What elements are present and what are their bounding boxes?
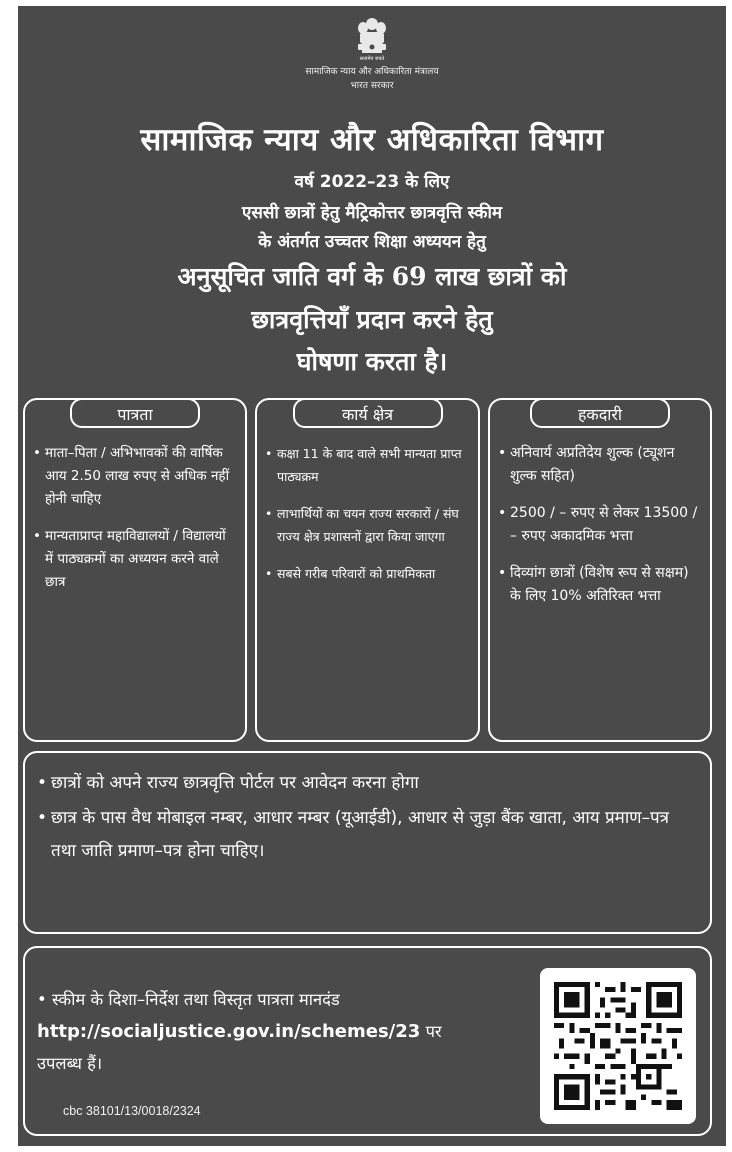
list-item: • मान्यताप्राप्त महाविद्यालयों / विद्यालयों में पाठ्यक्रमों का अध्ययन करने वाले छात्र [33,528,226,590]
list-item: • छात्रों को अपने राज्य छात्रवृत्ति पोर्टल पर आवेदन करना होगा [37,773,419,793]
national-emblem-icon [352,16,392,62]
guidelines-text [37,984,537,1080]
entitlement-heading: हकदारी [530,398,670,428]
eligibility-heading: पात्रता [70,398,200,428]
scheme-url-link[interactable]: http://socialjustice.gov.in/schemes/23 [37,1021,421,1042]
advertisement-poster [18,6,726,1146]
list-item: • अनिवार्य अप्रतिदेय शुल्क (ट्यूशन शुल्क सहित) [498,445,675,484]
guidelines-line-1: • स्कीम के दिशा–निर्देश तथा विस्तृत पात्रता मानदंड [37,990,340,1009]
headline-line-1: अनुसूचित जाति वर्ग के 69 लाख छात्रों को [177,262,567,291]
list-item: • दिव्यांग छात्रों (विशेष रूप से सक्षम) के लिए 10% अतिरिक्त भत्ता [498,565,689,604]
cbc-code: cbc 38101/13/0018/2324 [63,1104,201,1118]
subtitle-line-1: वर्ष 2022–23 के लिए [294,172,450,192]
qr-code[interactable] [540,968,696,1124]
scope-box [255,398,480,742]
list-item: • छात्र के पास वैध मोबाइल नम्बर, आधार नम्बर (यूआईडी), आधार से जुड़ा बैंक खाता, आय प्रमाण–पत्र तथा जाति प्रमाण–पत्र होना चाहिए। [37,808,670,861]
guidelines-box [23,946,712,1136]
eligibility-box [23,398,247,742]
list-item: • कक्षा 11 के बाद वाले सभी मान्यता प्राप्त पाठ्यक्रम [265,446,462,484]
subtitle-line-2: एससी छात्रों हेतु मैट्रिकोत्तर छात्रवृत्ति स्कीम [241,203,503,223]
subtitle-line-3: के अंतर्गत उच्चतर शिक्षा अध्ययन हेतु [258,232,486,252]
ministry-name: सामाजिक न्याय और अधिकारिता मंत्रालय [305,67,439,77]
list-item: • सबसे गरीब परिवारों को प्राथमिकता [265,566,436,581]
headline-line-3: घोषणा करता है। [296,347,448,376]
list-item: • लाभार्थियों का चयन राज्य सरकारों / संघ राज्य क्षेत्र प्रशासनों द्वारा किया जाएगा [265,506,459,544]
department-title: सामाजिक न्याय और अधिकारिता विभाग [140,122,604,158]
guidelines-line-3: उपलब्ध हैं। [37,1054,103,1073]
instructions-box [23,751,712,934]
scope-heading: कार्य क्षेत्र [293,398,443,428]
guidelines-line-2: http://socialjustice.gov.in/schemes/23 पर [37,1021,442,1042]
government-name: भारत सरकार [350,81,394,91]
entitlement-box [488,398,712,742]
qr-code-icon [554,982,682,1110]
emblem-block [18,16,726,62]
headline-line-2: छात्रवृत्तियाँ प्रदान करने हेतु [251,305,493,334]
list-item: • 2500 / – रुपए से लेकर 13500 / – रुपए अकादमिक भत्ता [498,505,698,544]
list-item: • माता–पिता / अभिभावकों की वार्षिक आय 2.50 लाख रुपए से अधिक नहीं होनी चाहिए [33,445,230,507]
emblem-caption: सत्यमेव जयते [359,56,385,62]
